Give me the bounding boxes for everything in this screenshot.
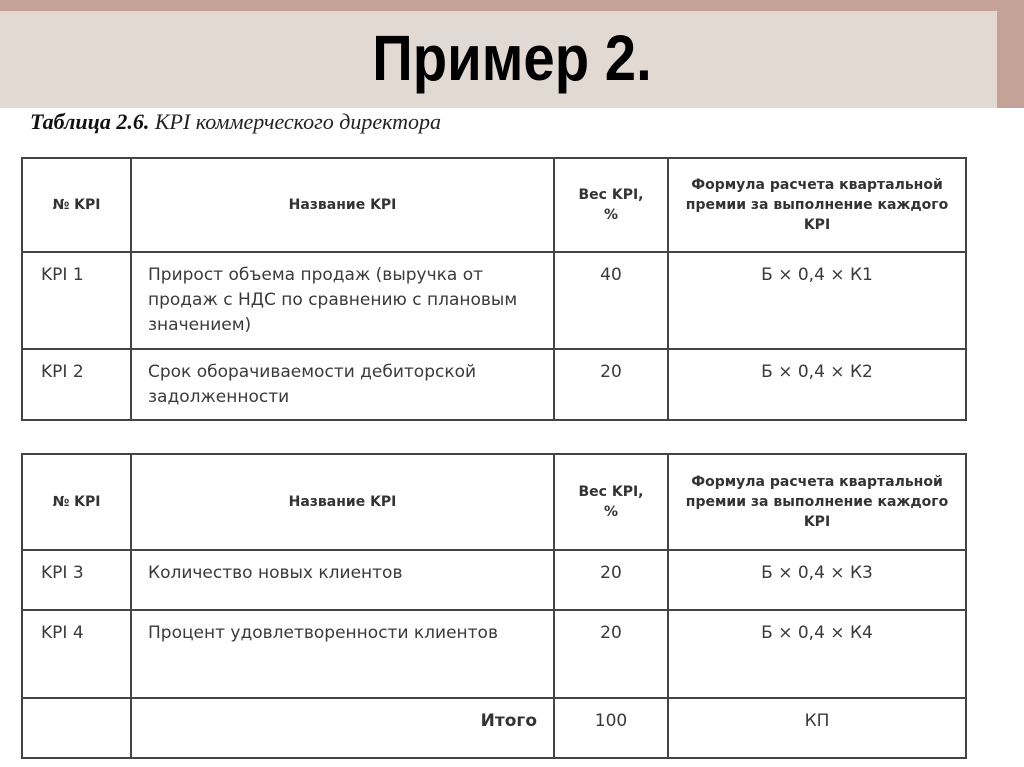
kpi-formula: Б × 0,4 × К2	[668, 349, 966, 420]
kpi-table-1	[21, 157, 967, 421]
kpi-name: Процент удовлетворенности клиентов	[131, 610, 554, 698]
kpi-table-2	[21, 453, 967, 759]
header-weight-text: Вес KPI, %	[578, 187, 644, 223]
kpi-weight: 40	[554, 252, 668, 349]
table-row	[22, 610, 966, 698]
header-formula	[668, 454, 966, 550]
kpi-formula: Б × 0,4 × К4	[668, 610, 966, 698]
total-label: Итого	[131, 698, 554, 758]
kpi-weight: 20	[554, 550, 668, 610]
table-row	[22, 349, 966, 420]
caption-label: Таблица 2.6.	[30, 109, 150, 134]
header-num: № KPI	[22, 454, 131, 550]
kpi-formula: Б × 0,4 × К1	[668, 252, 966, 349]
kpi-num: KPI 4	[22, 610, 131, 698]
table-total-row	[22, 698, 966, 758]
table-row	[22, 550, 966, 610]
table-header-row	[22, 158, 966, 252]
total-formula: КП	[668, 698, 966, 758]
header-weight	[554, 454, 668, 550]
total-weight: 100	[554, 698, 668, 758]
header-formula	[668, 158, 966, 252]
slide-title: Пример 2.	[372, 22, 652, 94]
kpi-num: KPI 3	[22, 550, 131, 610]
header-formula-text: Формула расчета квартальной премии за выполнение каждого KPI	[685, 177, 949, 233]
caption-text: KPI коммерческого директора	[149, 109, 442, 134]
right-accent-band	[997, 0, 1024, 108]
header-formula-text: Формула расчета квартальной премии за выполнение каждого KPI	[685, 474, 949, 530]
kpi-formula: Б × 0,4 × К3	[668, 550, 966, 610]
kpi-weight: 20	[554, 610, 668, 698]
kpi-name: Количество новых клиентов	[131, 550, 554, 610]
total-empty-cell	[22, 698, 131, 758]
header-num: № KPI	[22, 158, 131, 252]
header-weight	[554, 158, 668, 252]
table-row	[22, 252, 966, 349]
kpi-num: KPI 2	[22, 349, 131, 420]
kpi-num: KPI 1	[22, 252, 131, 349]
header-name: Название KPI	[131, 454, 554, 550]
table-caption	[30, 108, 441, 136]
kpi-name: Срок оборачиваемости дебиторской задолженности	[131, 349, 554, 420]
table-header-row	[22, 454, 966, 550]
header-weight-text: Вес KPI, %	[578, 484, 644, 520]
kpi-name: Прирост объема продаж (выручка от продаж с НДС по сравнению с плановым значением)	[131, 252, 554, 349]
kpi-weight: 20	[554, 349, 668, 420]
header-name: Название KPI	[131, 158, 554, 252]
